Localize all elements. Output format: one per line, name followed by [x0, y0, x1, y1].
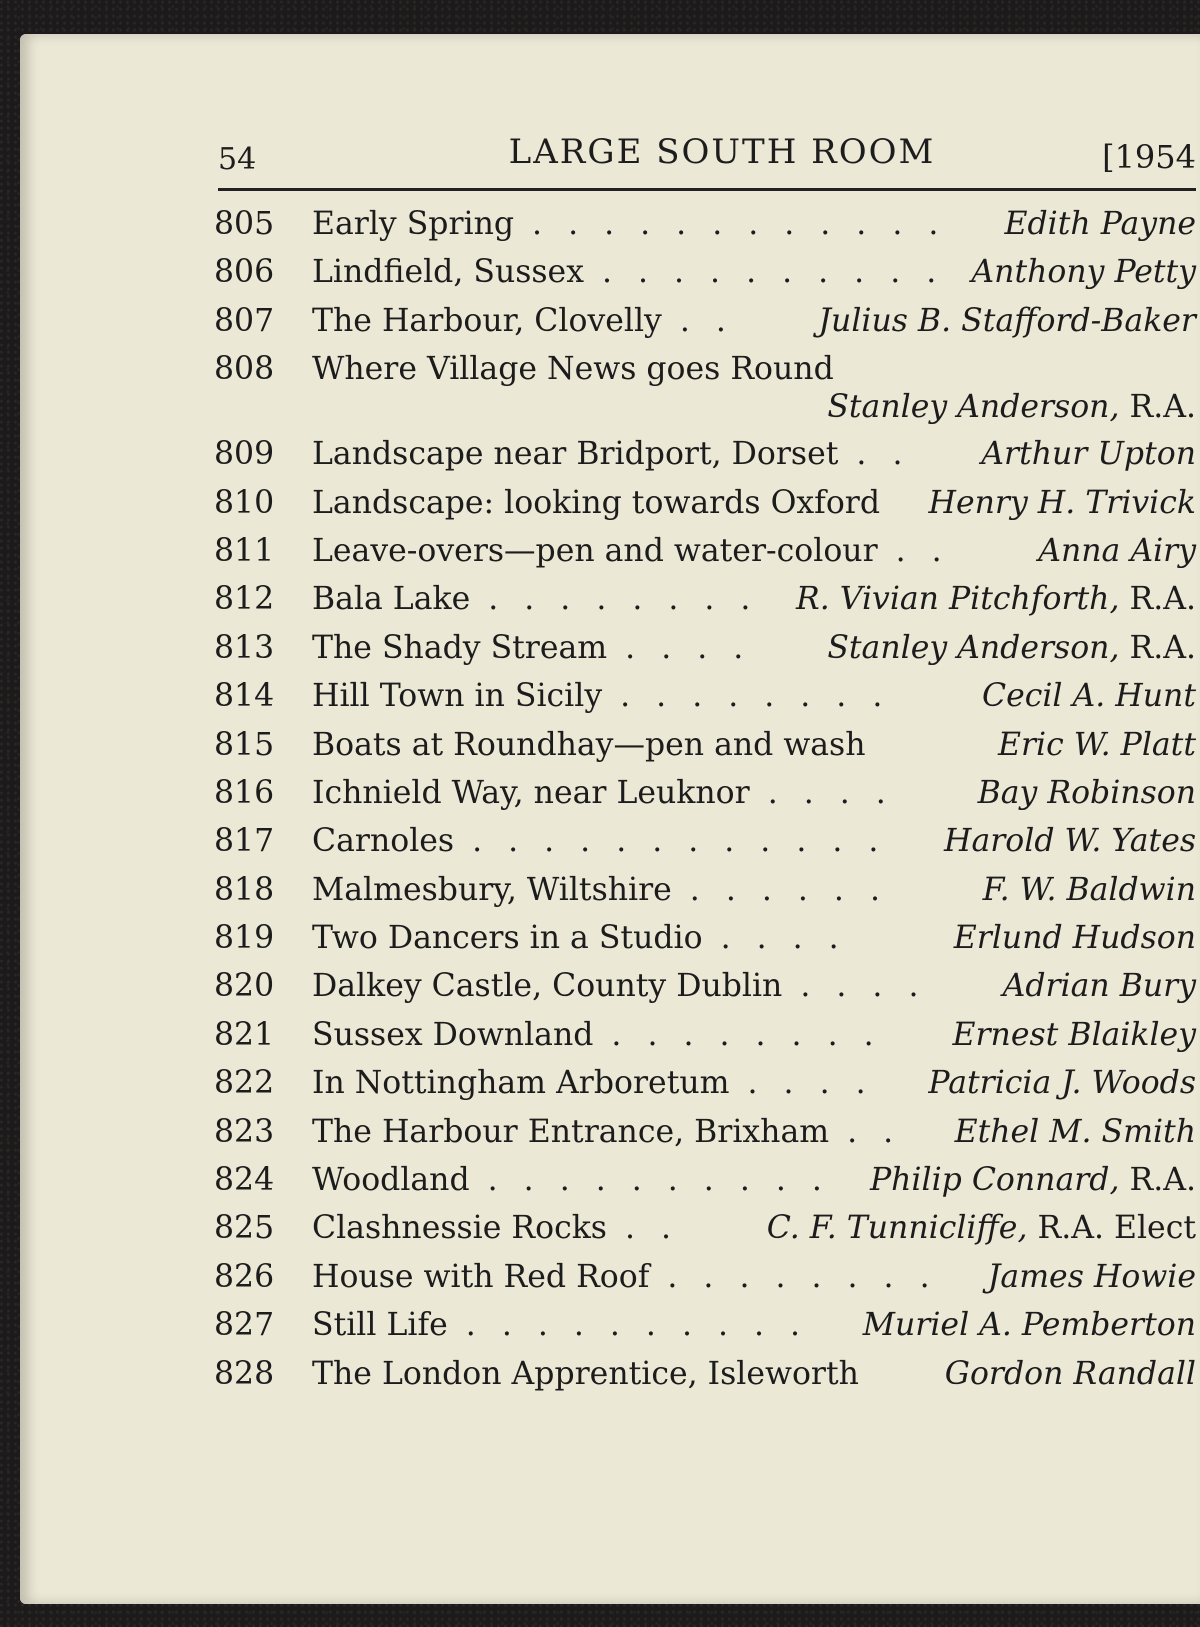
- entry-number: 812: [214, 581, 275, 618]
- entry-title: [312, 1011, 882, 1059]
- entry-title-text: House with Red Roof: [312, 1258, 650, 1295]
- entry-title-text: The Harbour, Clovelly: [312, 302, 662, 339]
- entry-artist: [863, 1301, 1196, 1349]
- catalogue-entry: [214, 1011, 1196, 1059]
- entry-title: [312, 672, 890, 720]
- entry-number: 822: [214, 1065, 275, 1102]
- entry-number: 820: [214, 968, 275, 1005]
- entry-artist: [953, 1011, 1197, 1059]
- entry-title: [312, 962, 926, 1010]
- dot-leader: . . . .: [729, 1065, 874, 1102]
- catalogue-entry: [214, 721, 1196, 769]
- artist-name: Eric W. Platt: [997, 726, 1196, 763]
- entry-title-text: Clashnessie Rocks: [312, 1210, 607, 1247]
- entry-number: 813: [214, 629, 275, 666]
- entry-artist: [928, 1059, 1196, 1107]
- entry-title-text: Hill Town in Sicily: [312, 678, 603, 715]
- entry-artist: [1038, 527, 1196, 575]
- entry-artist: [796, 575, 1196, 623]
- entry-title-text: Landscape near Bridport, Dorset: [312, 436, 839, 473]
- catalogue-entry: [214, 575, 1196, 623]
- entry-artist: [818, 297, 1196, 345]
- catalogue-entry: [214, 479, 1196, 527]
- artist-name: Harold W. Yates: [943, 823, 1196, 860]
- entry-title-text: The Shady Stream: [312, 629, 608, 666]
- entry-title: [312, 866, 888, 914]
- dot-leader: . . . . . . . . . . . .: [454, 823, 887, 860]
- entry-title: [312, 575, 758, 623]
- artist-suffix: R.A. Elect: [1027, 1210, 1196, 1247]
- entry-artist: [988, 1253, 1196, 1301]
- artist-suffix: R.A.: [1119, 389, 1196, 426]
- year-marker: [1954: [1102, 138, 1196, 176]
- entry-title: [312, 479, 880, 527]
- entry-title-text: Ichnield Way, near Leuknor: [312, 774, 750, 811]
- entry-title: [312, 1253, 938, 1301]
- entry-artist: [767, 1204, 1196, 1252]
- entry-title: [312, 914, 847, 962]
- entry-title-text: Carnoles: [312, 823, 455, 860]
- entry-title-text: In Nottingham Arboretum: [312, 1065, 730, 1102]
- dot-leader: . . . . . . . . . .: [583, 254, 945, 291]
- entry-title: [312, 345, 834, 393]
- artist-name: Arthur Upton: [981, 436, 1196, 473]
- dot-leader: . . . . . . . . . .: [469, 1162, 830, 1199]
- entry-number: 828: [214, 1355, 275, 1392]
- artist-name: James Howie: [987, 1258, 1196, 1295]
- entry-number: 824: [214, 1162, 275, 1199]
- catalogue-entry: [214, 672, 1196, 720]
- entry-title-text: Sussex Downland: [312, 1016, 594, 1053]
- entry-title: [312, 1059, 874, 1107]
- catalogue-entry: [214, 345, 1196, 430]
- catalogue-entry: [214, 866, 1196, 914]
- artist-name: Anna Airy: [1038, 532, 1196, 569]
- catalogue-entry: [214, 1108, 1196, 1156]
- artist-name: Stanley Anderson,: [827, 629, 1120, 666]
- entry-title: [312, 769, 894, 817]
- catalogue-entry: [214, 527, 1196, 575]
- entry-number: 810: [214, 484, 275, 521]
- artist-name: Patricia J. Woods: [928, 1065, 1196, 1102]
- catalogue-entry: [214, 200, 1196, 248]
- catalogue-entry: [214, 1350, 1196, 1398]
- entry-number: 819: [214, 920, 275, 957]
- entry-title-text: Two Dancers in a Studio: [312, 920, 703, 957]
- dot-leader: . .: [829, 1113, 902, 1150]
- entry-artist: [1005, 200, 1196, 248]
- artist-suffix: R.A.: [1119, 629, 1196, 666]
- dot-leader: . . . . . . . .: [593, 1016, 882, 1053]
- artist-name: Henry H. Trivick: [928, 484, 1196, 521]
- entry-artist: [870, 1156, 1196, 1204]
- entry-title-text: Still Life: [312, 1307, 448, 1344]
- artist-name: Erlund Hudson: [953, 920, 1196, 957]
- catalogue-entry: [214, 1156, 1196, 1204]
- header-rule: [218, 188, 1196, 191]
- artist-name: Philip Connard,: [869, 1162, 1120, 1199]
- catalogue-entry: [214, 1253, 1196, 1301]
- entry-title: [312, 1301, 808, 1349]
- dot-leader: . . . .: [702, 920, 847, 957]
- page-header: [218, 128, 1196, 178]
- dot-leader: . .: [877, 532, 950, 569]
- dot-leader: . . . .: [782, 968, 927, 1005]
- entry-title: [312, 624, 751, 672]
- entry-title-text: Leave-overs—pen and water-colour: [312, 532, 878, 569]
- catalogue-entry: [214, 769, 1196, 817]
- artist-name: Bay Robinson: [977, 774, 1196, 811]
- artist-name: Gordon Randall: [944, 1355, 1196, 1392]
- dot-leader: . . . . . . . . . .: [447, 1307, 809, 1344]
- entry-title-text: Where Village News goes Round: [312, 351, 834, 388]
- entry-artist: [955, 1108, 1196, 1156]
- catalogue-entry: [214, 962, 1196, 1010]
- entry-number: 823: [214, 1113, 275, 1150]
- entry-title-text: Bala Lake: [312, 581, 471, 618]
- artist-name: F. W. Baldwin: [982, 871, 1196, 908]
- dot-leader: . . . . . . . . . . . .: [514, 206, 947, 242]
- entry-artist: [827, 624, 1196, 672]
- entry-number: 806: [214, 254, 275, 291]
- entry-title-text: Dalkey Castle, County Dublin: [312, 968, 783, 1005]
- entry-title-text: Landscape: looking towards Oxford: [312, 484, 880, 521]
- entry-number: 827: [214, 1307, 275, 1344]
- entry-title: [312, 817, 886, 865]
- entry-number: 807: [214, 302, 275, 339]
- entry-title: [312, 1108, 901, 1156]
- artist-name: Muriel A. Pemberton: [862, 1307, 1196, 1344]
- entry-number: 808: [214, 351, 275, 388]
- artist-name: Ethel M. Smith: [954, 1113, 1196, 1150]
- running-title: LARGE SOUTH ROOM: [508, 132, 936, 172]
- entry-number: 826: [214, 1258, 275, 1295]
- catalogue-entry: [214, 624, 1196, 672]
- entry-number: 811: [214, 532, 275, 569]
- artist-name: Julius B. Stafford-Baker: [818, 302, 1196, 339]
- entry-number: 818: [214, 871, 275, 908]
- entry-title: [312, 721, 866, 769]
- artist-name: Adrian Bury: [1002, 968, 1196, 1005]
- entry-title-text: Woodland: [312, 1162, 470, 1199]
- entry-artist: [971, 248, 1196, 296]
- artist-name: Anthony Petty: [971, 254, 1196, 291]
- entry-title: [312, 248, 944, 296]
- dot-leader: . . . .: [607, 629, 752, 666]
- artist-name: C. F. Tunnicliffe,: [766, 1210, 1028, 1247]
- catalogue-entry: [214, 430, 1196, 478]
- entry-artist: [982, 672, 1196, 720]
- entry-title: [312, 430, 910, 478]
- entry-artist: [928, 479, 1196, 527]
- page-number: 54: [218, 142, 257, 177]
- artist-name: Edith Payne: [1004, 206, 1196, 242]
- entry-title-text: Lindfield, Sussex: [312, 254, 584, 291]
- entry-title: [312, 200, 946, 248]
- entry-artist: [944, 817, 1196, 865]
- entry-title-text: The Harbour Entrance, Brixham: [312, 1113, 830, 1150]
- entry-number: 821: [214, 1016, 275, 1053]
- entry-title-text: Malmesbury, Wiltshire: [312, 871, 672, 908]
- catalogue-entry: [214, 248, 1196, 296]
- artist-name: Cecil A. Hunt: [981, 678, 1196, 715]
- artist-name: R. Vivian Pitchforth,: [796, 581, 1120, 618]
- entry-title: [312, 1350, 859, 1398]
- entry-artist: [945, 1350, 1196, 1398]
- entry-title: [312, 297, 734, 345]
- dot-leader: . .: [606, 1210, 680, 1247]
- catalogue-entry: [214, 817, 1196, 865]
- artist-suffix: R.A.: [1119, 1162, 1196, 1199]
- artist-name: Stanley Anderson,: [827, 389, 1120, 426]
- catalogue-entry: [214, 1301, 1196, 1349]
- entry-title: [312, 1204, 679, 1252]
- catalogue-entries: [214, 200, 1196, 1398]
- dot-leader: . . . . . .: [671, 871, 888, 908]
- entry-number: 817: [214, 823, 275, 860]
- entry-number: 809: [214, 436, 275, 473]
- entry-artist: [981, 430, 1196, 478]
- entry-artist: [983, 866, 1196, 914]
- dot-leader: . . . . . . . .: [602, 678, 891, 715]
- entry-title-text: The London Apprentice, Isleworth: [312, 1355, 859, 1392]
- dot-leader: . . . . . . . .: [649, 1258, 938, 1295]
- entry-artist: [827, 383, 1196, 431]
- entry-title-text: Boats at Roundhay—pen and wash: [312, 726, 866, 763]
- catalogue-entry: [214, 914, 1196, 962]
- catalogue-entry: [214, 1204, 1196, 1252]
- entry-artist: [998, 721, 1196, 769]
- artist-suffix: R.A.: [1119, 581, 1196, 618]
- dot-leader: . .: [661, 302, 734, 339]
- dot-leader: . . . .: [749, 774, 894, 811]
- entry-artist: [954, 914, 1196, 962]
- artist-name: Ernest Blaikley: [952, 1016, 1196, 1053]
- entry-number: 814: [214, 678, 275, 715]
- entry-number: 805: [214, 206, 275, 242]
- entry-artist: [978, 769, 1196, 817]
- entry-title: [312, 1156, 830, 1204]
- entry-number: 825: [214, 1210, 275, 1247]
- entry-number: 815: [214, 726, 275, 763]
- catalogue-entry: [214, 1059, 1196, 1107]
- entry-number: 816: [214, 774, 275, 811]
- entry-title: [312, 527, 950, 575]
- entry-artist: [1003, 962, 1196, 1010]
- catalogue-entry: [214, 297, 1196, 345]
- dot-leader: . . . . . . . .: [470, 581, 759, 618]
- entry-title-text: Early Spring: [312, 206, 515, 242]
- dot-leader: . .: [838, 436, 911, 473]
